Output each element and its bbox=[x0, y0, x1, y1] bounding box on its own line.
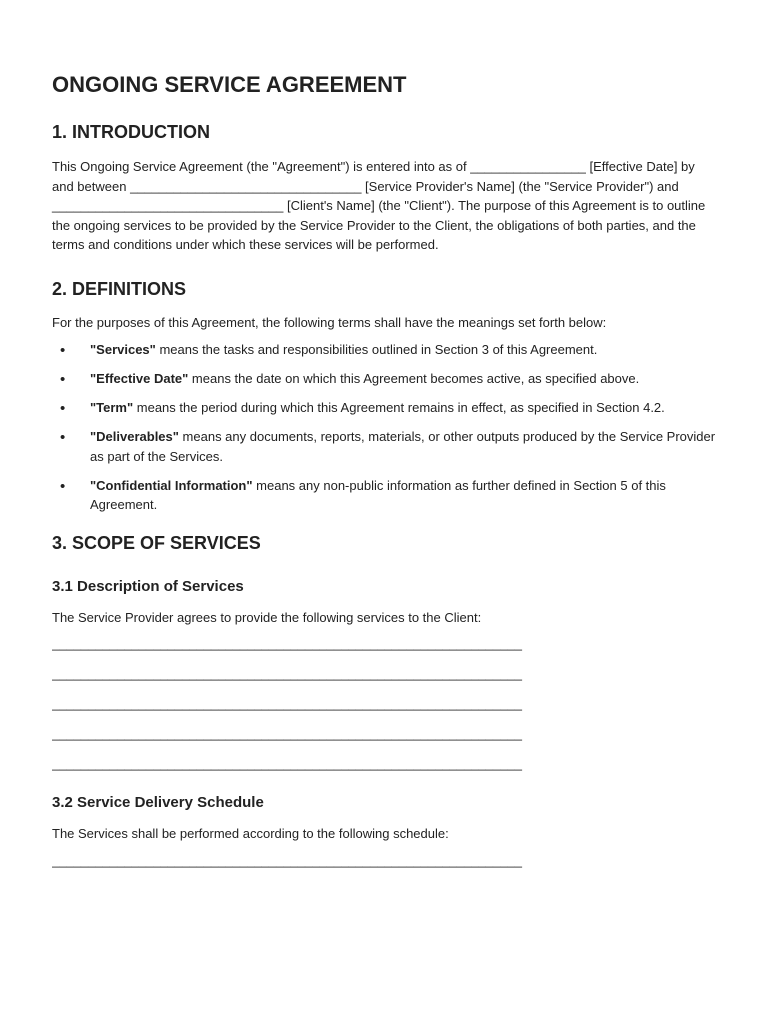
bullet-icon: • bbox=[60, 342, 66, 359]
definition-item bbox=[52, 398, 720, 418]
definition-term: "Effective Date" bbox=[90, 371, 189, 386]
definition-term: "Term" bbox=[90, 400, 134, 415]
definition-text: means the tasks and responsibilities outlined in Section 3 of this Agreement. bbox=[155, 342, 598, 357]
blank-line[interactable]: _________________________________________________________________ bbox=[52, 726, 522, 741]
definition-text: means any non-public information as further defined in Section 5 of this Agreement. bbox=[90, 477, 666, 512]
definition-term: "Confidential Information" bbox=[90, 477, 253, 493]
subsection-heading-description: 3.1 Description of Services bbox=[52, 577, 244, 595]
definition-text: means the date on which this Agreement becomes active, as specified above. bbox=[188, 371, 640, 386]
blank-line[interactable]: _________________________________________________________________ bbox=[52, 756, 522, 771]
definition-item bbox=[52, 340, 720, 360]
blank-line[interactable]: _________________________________________________________________ bbox=[52, 696, 522, 711]
definition-term: "Services" bbox=[90, 342, 156, 357]
bullet-icon: • bbox=[60, 400, 66, 417]
blank-line[interactable]: _________________________________________________________________ bbox=[52, 666, 522, 681]
schedule-blank-lines bbox=[52, 846, 720, 876]
definition-term: "Deliverables" bbox=[90, 429, 179, 444]
blank-line[interactable]: _________________________________________________________________ bbox=[52, 852, 522, 868]
document-title: ONGOING SERVICE AGREEMENT bbox=[52, 72, 407, 97]
definitions-list bbox=[52, 340, 720, 515]
bullet-icon: • bbox=[60, 371, 66, 388]
introduction-paragraph: This Ongoing Service Agreement (the "Agreement") is entered into as of ________________ [Effective Date] by and between ________________________________ [Service Provider's Name] (the "Service Provider") and ________________________________ [Client's Name] (the "Client"). The purpose of this Agreement is to outline the ongoing services to be provided by the Service Provider to the Client, the obligations of both parties, and the terms and conditions under which these services will be performed. bbox=[52, 159, 706, 252]
services-blank-lines bbox=[52, 629, 720, 779]
bullet-icon: • bbox=[60, 477, 66, 495]
subsection-heading-schedule: 3.2 Service Delivery Schedule bbox=[52, 794, 264, 811]
section-heading-definitions: 2. DEFINITIONS bbox=[52, 278, 187, 299]
schedule-paragraph: The Services shall be performed according to the following schedule: bbox=[52, 826, 449, 841]
definition-item bbox=[52, 427, 720, 466]
definition-item bbox=[52, 476, 720, 515]
definition-text: means any documents, reports, materials, or other outputs produced by the Service Provider as part of the Services. bbox=[90, 429, 716, 464]
definitions-intro: For the purposes of this Agreement, the following terms shall have the meanings set forth below: bbox=[52, 314, 607, 330]
section-heading-introduction: 1. INTRODUCTION bbox=[52, 122, 211, 142]
bullet-icon: • bbox=[60, 429, 66, 446]
definition-text: means the period during which this Agreement remains in effect, as specified in Section 4.2. bbox=[133, 400, 665, 415]
description-paragraph: The Service Provider agrees to provide the following services to the Client: bbox=[52, 609, 482, 625]
definition-item bbox=[52, 369, 720, 389]
blank-line[interactable]: _________________________________________________________________ bbox=[52, 636, 522, 651]
section-heading-scope: 3. SCOPE OF SERVICES bbox=[52, 532, 261, 553]
